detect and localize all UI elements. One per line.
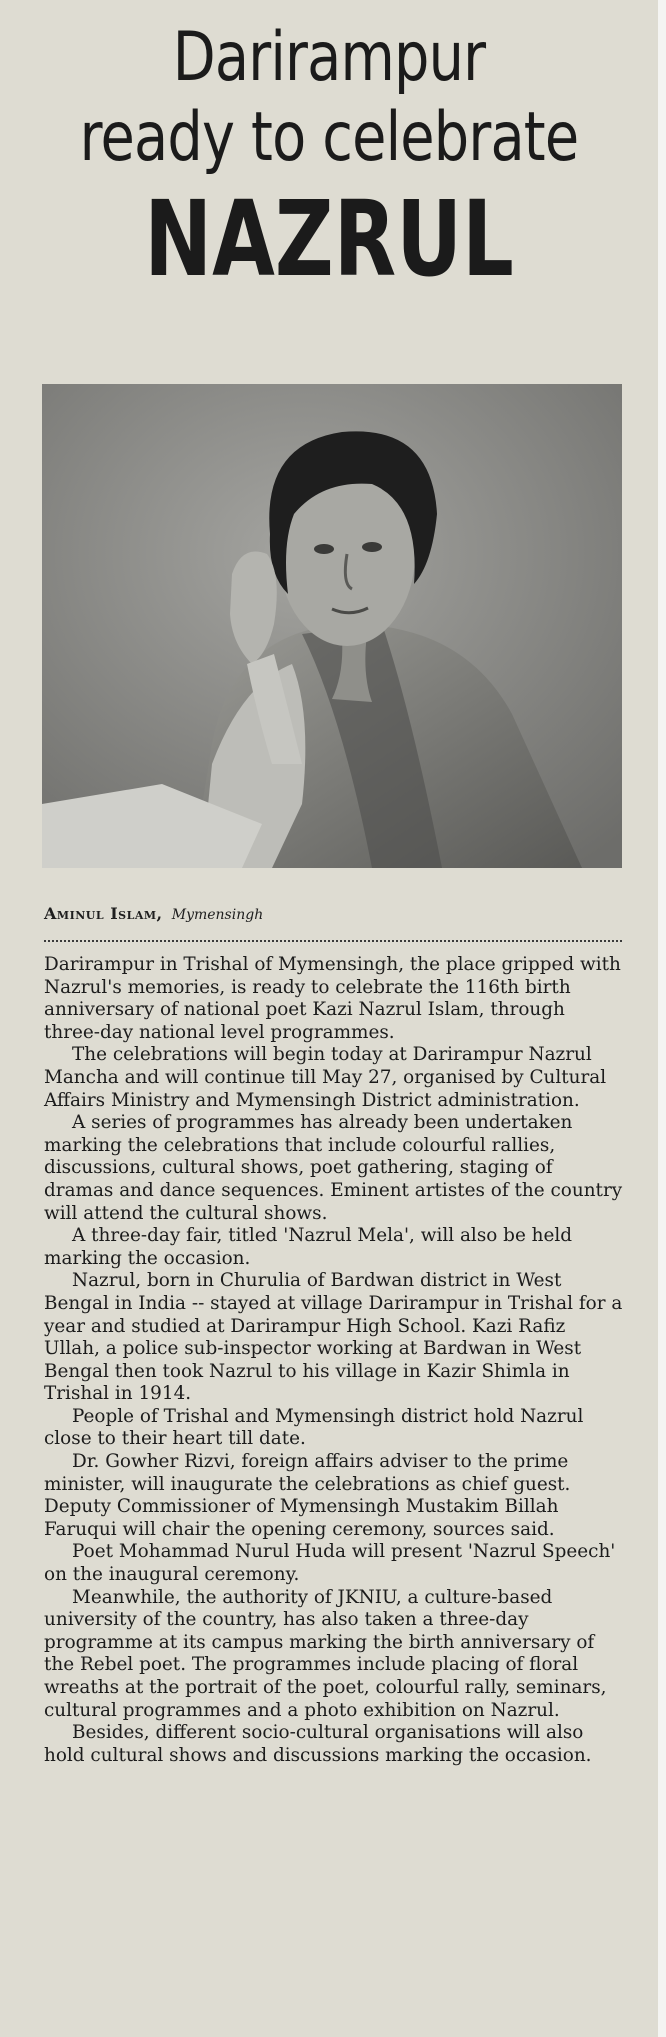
dotted-divider bbox=[44, 940, 622, 942]
article-paragraph: Darirampur in Trishal of Mymensingh, the place gripped with Nazrul's memories, is ready to celebrate the 116th birth anniversary of national poet Kazi Nazrul Islam, through three-day national level programmes. bbox=[44, 954, 621, 1043]
article-paragraph: A three-day fair, titled 'Nazrul Mela', will also be held marking the occasion. bbox=[44, 1225, 573, 1269]
article-body bbox=[44, 954, 626, 1767]
article-paragraph: Meanwhile, the authority of JKNIU, a culture-based university of the country, has also taken a three-day programme at its campus marking the birth anniversary of the Rebel poet. The programmes include placing of floral wreaths at the portrait of the poet, colourful rally, seminars, cultural programmes and a photo exhibition on Nazrul. bbox=[44, 1586, 607, 1721]
article-paragraph: Nazrul, born in Churulia of Bardwan district in West Bengal in India -- stayed at village Darirampur in Trishal for a year and studied at Darirampur High School. Kazi Rafiz Ullah, a police sub-inspector working at Bardwan in West Bengal then took Nazrul to his village in Kazir Shimla in Trishal in 1914. bbox=[44, 1270, 623, 1405]
headline-line-3: NAZRUL bbox=[144, 178, 514, 300]
article-paragraph: The celebrations will begin today at Darirampur Nazrul Mancha and will continue till May 27, organised by Cultural Affairs Ministry and Mymensingh District administration. bbox=[44, 1044, 607, 1111]
article-paragraph: Dr. Gowher Rizvi, foreign affairs adviser to the prime minister, will inaugurate the celebrations as chief guest. Deputy Commissioner of Mymensingh Mustakim Billah Faruqui will chair the opening ceremony, sources said. bbox=[44, 1451, 571, 1540]
article-paragraph: People of Trishal and Mymensingh district hold Nazrul close to their heart till date. bbox=[44, 1405, 584, 1450]
author-name: Aminul Islam, bbox=[44, 904, 163, 923]
headline-line-2: ready to celebrate bbox=[79, 98, 579, 177]
portrait-photo bbox=[42, 384, 622, 868]
author-location: Mymensingh bbox=[171, 907, 264, 923]
byline bbox=[44, 904, 263, 923]
portrait-illustration bbox=[42, 384, 622, 868]
headline-line-1: Darirampur bbox=[172, 18, 486, 97]
headline bbox=[0, 18, 658, 298]
article-paragraph: A series of programmes has already been undertaken marking the celebrations that include colourful rallies, discussions, cultural shows, poet gathering, staging of dramas and dance sequences. Eminent artistes of the country will attend the cultural shows. bbox=[44, 1112, 623, 1224]
article-paragraph: Besides, different socio-cultural organisations will also hold cultural shows and discussions marking the occasion. bbox=[44, 1722, 592, 1766]
article-paragraph: Poet Mohammad Nurul Huda will present 'Nazrul Speech' on the inaugural ceremony. bbox=[44, 1541, 616, 1586]
